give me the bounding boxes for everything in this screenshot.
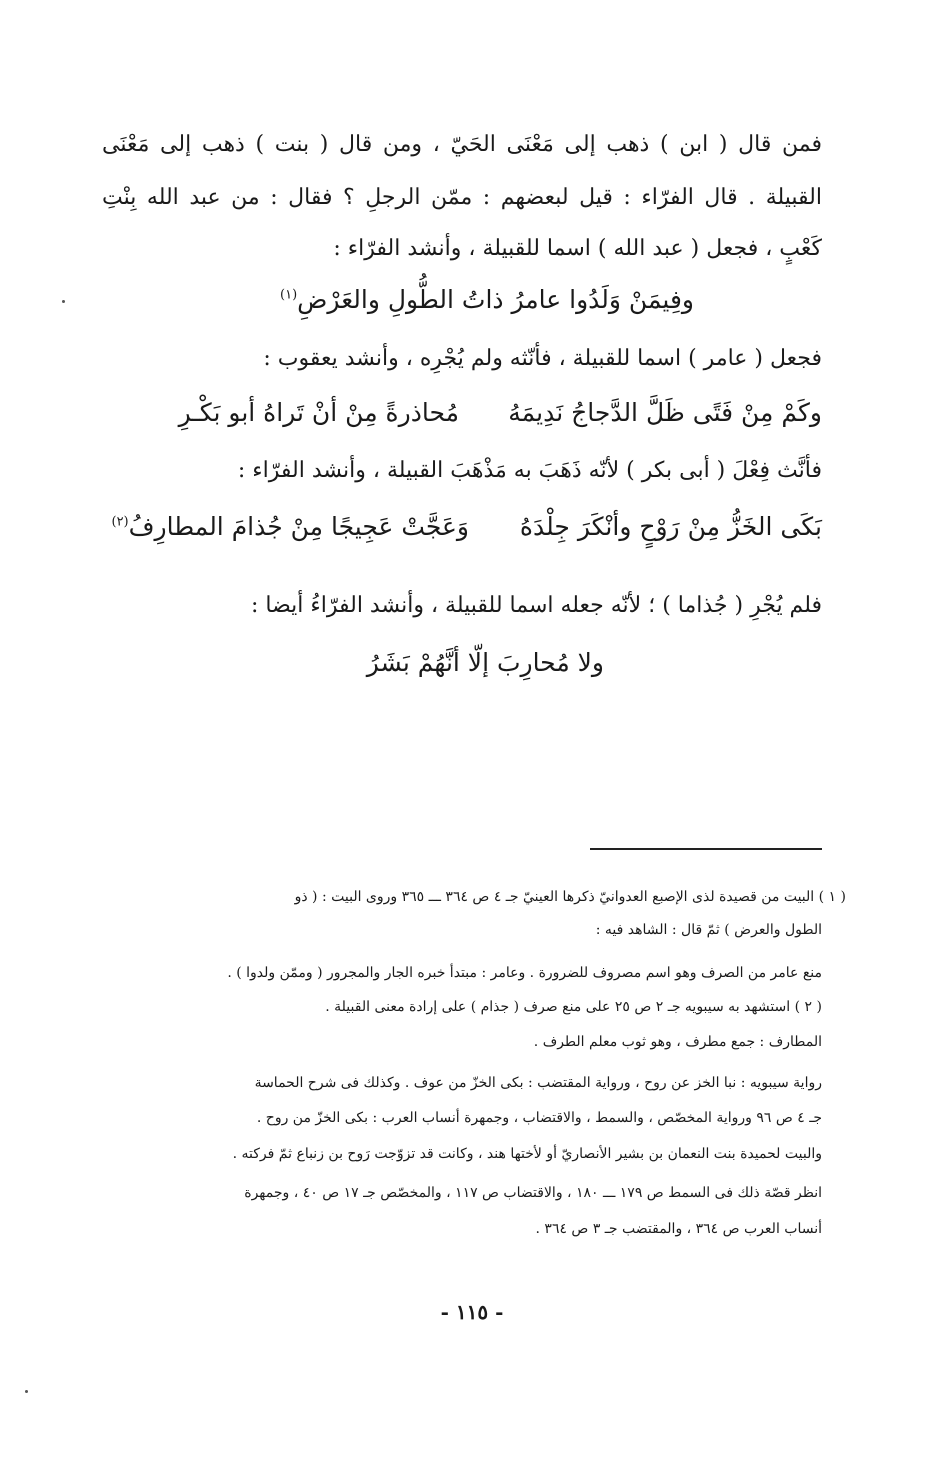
- verse-text: وَعَجَّتْ عَجِيجًا مِنْ جُذامَ المطارِفُ: [128, 512, 469, 541]
- body-line: القبيلة . قال الفرّاء : قيل لبعضهم : ممّن الرجلِ ؟ فقال : من عبد الله بِنْتِ: [102, 185, 822, 210]
- footnote-line: والبيت لحميدة بنت النعمان بن بشير الأنصاريّ أو لأختها هند ، وكانت قد تزوّجت رَوح بن زنباع ثمّ فركته .: [232, 1146, 822, 1162]
- footnote-line: جـ ٤ ص ٩٦ ورواية المخصّص ، والسمط ، والاقتضاب ، وجمهرة أنساب العرب : بكى الخزّ من روح .: [256, 1110, 822, 1126]
- body-line: فأنَّث فِعْلَ ( أبى بكر ) لأنّه ذَهَبَ به مَذْهَبَ القبيلة ، وأنشد الفرّاء :: [237, 458, 822, 483]
- scan-speck: [62, 300, 65, 303]
- body-line: فجعل ( عامر ) اسما للقبيلة ، فأنّثه ولم يُجْرِه ، وأنشد يعقوب :: [263, 346, 822, 371]
- verse-hemistich-left: مُحاذرةً مِنْ أنْ تَراهُ أبو بَكْـرِ: [178, 398, 459, 427]
- body-line: فمن قال ( ابن ) ذهب إلى مَعْنَى الحَيّ ، ومن قال ( بنت ) ذهب إلى مَعْنَى: [102, 132, 822, 157]
- verse-line: [280, 285, 694, 314]
- verse-text: وفِيمَنْ وَلَدُوا عامرُ ذاتُ الطُّولِ والعَرْضِ: [297, 285, 694, 314]
- body-line: فلم يُجْرِ ( جُذاما ) ؛ لأنّه جعله اسما للقبيلة ، وأنشد الفرّاءُ أيضا :: [250, 593, 822, 618]
- footnote-line: انظر قصّة ذلك فى السمط ص ١٧٩ ـــ ١٨٠ ، والاقتضاب ص ١١٧ ، والمخصّص جـ ١٧ ص ٤٠ ، وجمهرة: [244, 1185, 822, 1201]
- footnote-separator: [590, 848, 822, 850]
- footnote-line: الطول والعرض ) ثمّ قال : الشاهد فيه :: [595, 922, 822, 938]
- footnote-line: رواية سيبويه : نبا الخز عن روح ، ورواية المقتضب : بكى الخزّ من عوف . وكذلك فى شرح الحماسة: [254, 1075, 822, 1091]
- verse-hemistich-right: بَكَى الخَزُّ مِنْ رَوْحٍ وأنْكَرَ جِلْدَهُ: [519, 512, 822, 541]
- verse-hemistich-left: [111, 512, 469, 541]
- page-number: - ١١٥ -: [440, 1300, 504, 1324]
- verse-line: ولا مُحارِبَ إلّا أنَّهُمْ بَشَرُ: [366, 648, 604, 677]
- verse-hemistich-right: وكَمْ مِنْ فَتًى ظَلَّ الدَّجاجُ نَدِيمَهُ: [508, 398, 822, 427]
- footnote-line: ( ١ ) البيت من قصيدة لذى الإصبع العدوانيّ ذكرها العينيّ جـ ٤ ص ٣٦٤ ـــ ٣٦٥ وروى البيت : ( ذو: [294, 889, 846, 905]
- body-line: كَعْبٍ ، فجعل ( عبد الله ) اسما للقبيلة ، وأنشد الفرّاء :: [333, 236, 822, 261]
- footnote-line: المطارف : جمع مطرف ، وهو ثوب معلم الطرف .: [533, 1034, 822, 1050]
- footnote-line: أنساب العرب ص ٣٦٤ ، والمقتضب جـ ٣ ص ٣٦٤ .: [535, 1221, 822, 1237]
- footnote-marker: (١): [280, 287, 298, 303]
- scan-speck: [25, 1390, 28, 1393]
- footnote-marker: (٢): [111, 514, 129, 530]
- footnote-line: منع عامر من الصرف وهو اسم مصروف للضرورة . وعامر : مبتدأ خبره الجار والمجرور ( وممّن ولدوا ) .: [227, 965, 822, 981]
- footnote-line: ( ٢ ) استشهد به سيبويه جـ ٢ ص ٢٥ على منع صرف ( جذام ) على إرادة معنى القبيلة .: [325, 999, 822, 1015]
